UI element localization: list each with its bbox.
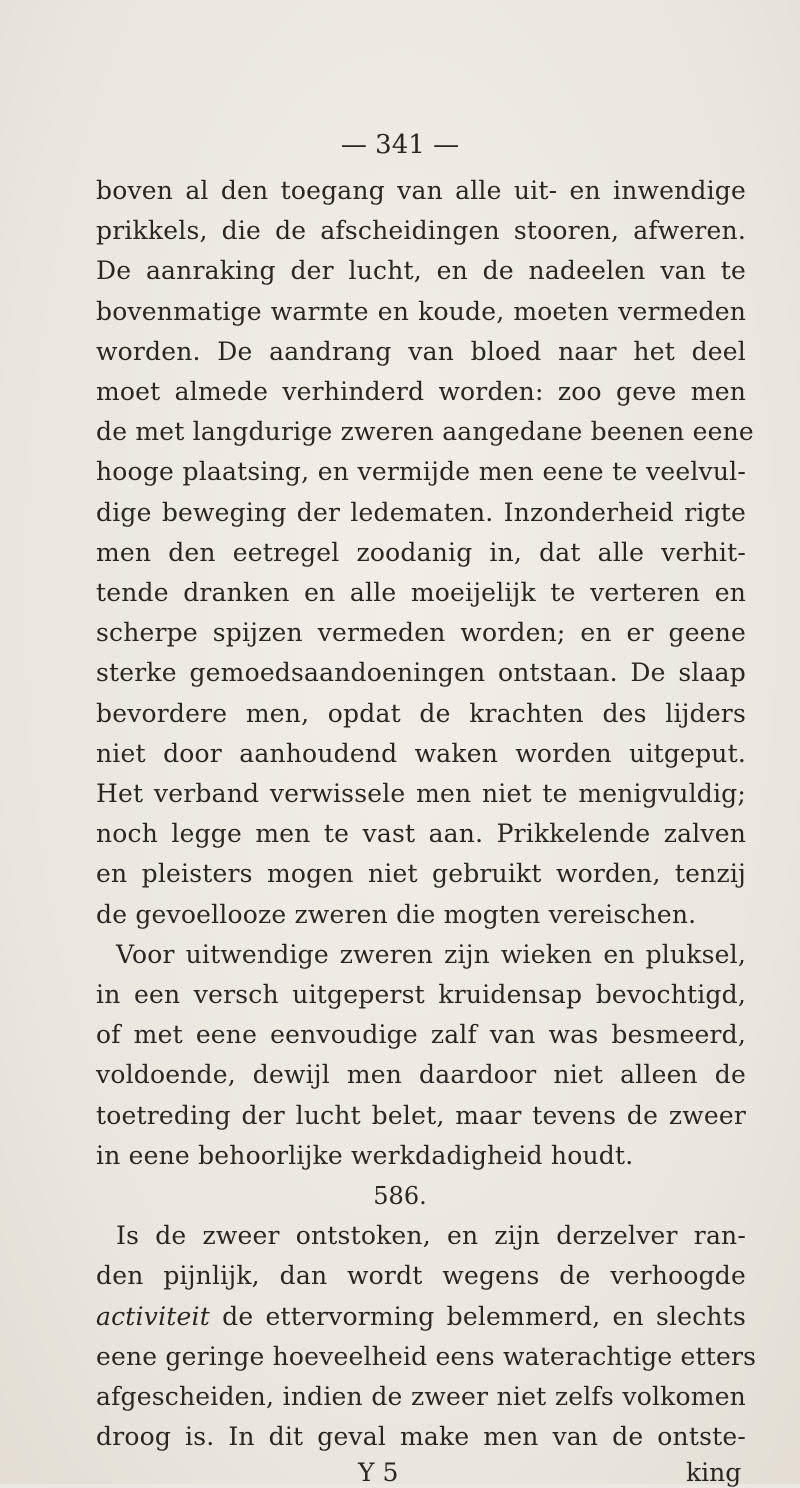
signature-mark: Y 5 bbox=[358, 1458, 399, 1488]
text-line: moet almede verhinderd worden: zoo geve men bbox=[96, 377, 746, 406]
text-line: Is de zweer ontstoken, en zijn derzelver ran- bbox=[116, 1221, 746, 1251]
text-line: boven al den toegang van alle uit- en inwendige bbox=[96, 176, 746, 205]
text-line: niet door aanhoudend waken worden uitgeput. bbox=[96, 738, 746, 768]
text-line: De aanraking der lucht, en de nadeelen van te bbox=[96, 256, 746, 286]
text-span: de ettervorming belemmerd, en slechts bbox=[209, 1301, 746, 1331]
text-line: toetreding der lucht belet, maar tevens de zweer bbox=[96, 1100, 746, 1130]
text-line: de met langdurige zweren aangedane beenen eene bbox=[96, 417, 754, 447]
text-line: hooge plaatsing, en vermijde men eene te veelvul- bbox=[96, 457, 746, 487]
catchword: king bbox=[686, 1458, 742, 1488]
text-line: Het verband verwissele men niet te menigvuldig; bbox=[96, 779, 746, 808]
text-line: of met eene eenvoudige zalf van was besmeerd, bbox=[96, 1020, 746, 1050]
text-line bbox=[96, 1302, 746, 1332]
section-number: 586. bbox=[373, 1182, 427, 1210]
text-line: bevordere men, opdat de krachten des lijders bbox=[96, 698, 746, 728]
text-line: Voor uitwendige zweren zijn wieken en pluksel, bbox=[116, 939, 746, 969]
text-line: prikkels, die de afscheidingen stooren, afweren. bbox=[96, 216, 746, 246]
text-line: tende dranken en alle moeijelijk te verteren en bbox=[96, 578, 746, 607]
text-line: en pleisters mogen niet gebruikt worden, tenzij bbox=[96, 859, 746, 889]
text-line: afgescheiden, indien de zweer niet zelfs volkomen bbox=[96, 1382, 746, 1411]
italic-word: activiteit bbox=[96, 1301, 210, 1331]
text-line: in eene behoorlijke werkdadigheid houdt. bbox=[96, 1140, 634, 1170]
text-line: in een versch uitgeperst kruidensap bevochtigd, bbox=[96, 980, 746, 1009]
text-line: bovenmatige warmte en koude, moeten vermeden bbox=[96, 296, 746, 326]
text-line: den pijnlijk, dan wordt wegens de verhoogde bbox=[96, 1261, 746, 1291]
page-header: — 341 — bbox=[340, 130, 460, 160]
text-line: eene geringe hoeveelheid eens waterachtige etters bbox=[96, 1341, 757, 1371]
text-line: worden. De aandrang van bloed naar het deel bbox=[96, 336, 746, 366]
text-line: dige beweging der ledematen. Inzonderheid rigte bbox=[96, 497, 746, 527]
text-line: droog is. In dit geval make men van de ontste- bbox=[96, 1422, 746, 1452]
text-line: noch legge men te vast aan. Prikkelende zalven bbox=[96, 819, 746, 849]
text-line: scherpe spijzen vermeden worden; en er geene bbox=[96, 618, 746, 648]
text-line: sterke gemoedsaandoeningen ontstaan. De slaap bbox=[96, 658, 746, 688]
text-line: de gevoellooze zweren die mogten vereischen. bbox=[96, 899, 697, 929]
text-line: men den eetregel zoodanig in, dat alle verhit- bbox=[96, 537, 746, 567]
text-line: voldoende, dewijl men daardoor niet alleen de bbox=[96, 1060, 746, 1090]
